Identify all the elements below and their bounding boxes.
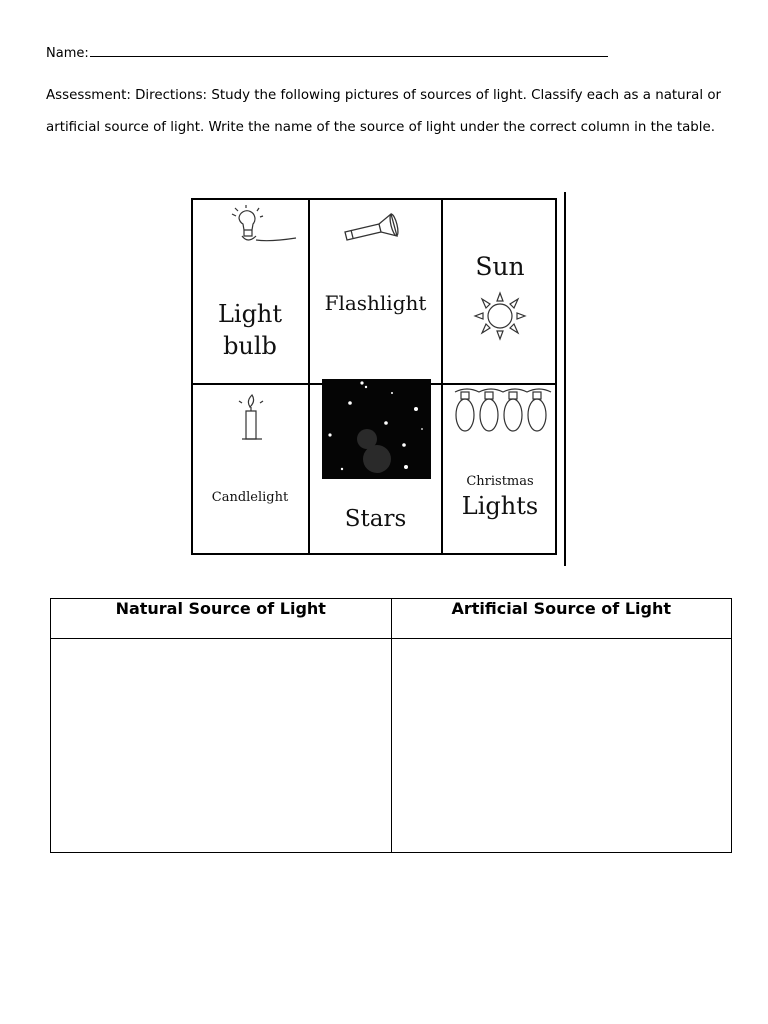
- sun-icon: [472, 291, 528, 341]
- right-vertical-rule: [564, 192, 566, 566]
- picture-grid: [191, 198, 557, 555]
- picture-label-stars: Stars: [344, 506, 407, 532]
- directions-text: Assessment: Directions: Study the following pictures of sources of light. Classify each as a natural or artificial source of light. Write the name of the source of light under the correct column in the table.: [46, 88, 722, 135]
- picture-label-flashlight: Flashlight: [324, 291, 427, 315]
- artificial-answer-cell[interactable]: [391, 639, 732, 853]
- picture-label-candlelight: Candlelight: [211, 490, 289, 505]
- picture-label-light-bulb: Light bulb: [217, 300, 283, 360]
- name-line: [46, 43, 608, 61]
- classification-table: [50, 598, 732, 853]
- flashlight-icon: [341, 210, 411, 244]
- table-header-row: [51, 599, 732, 639]
- light-bulb-icon: [229, 204, 299, 250]
- table-answer-row: [51, 639, 732, 853]
- candle-icon: [236, 393, 270, 445]
- stars-photo: [322, 379, 431, 479]
- name-blank[interactable]: [90, 43, 608, 57]
- picture-label-sun: Sun: [475, 252, 525, 281]
- picture-label-christmas-small: Christmas: [466, 474, 534, 489]
- picture-label-lights: Lights: [461, 492, 539, 520]
- name-label: Name:: [46, 46, 89, 61]
- header-natural: Natural Source of Light: [51, 599, 392, 639]
- natural-answer-cell[interactable]: [51, 639, 392, 853]
- christmas-lights-icon: [453, 386, 555, 436]
- header-artificial: Artificial Source of Light: [391, 599, 732, 639]
